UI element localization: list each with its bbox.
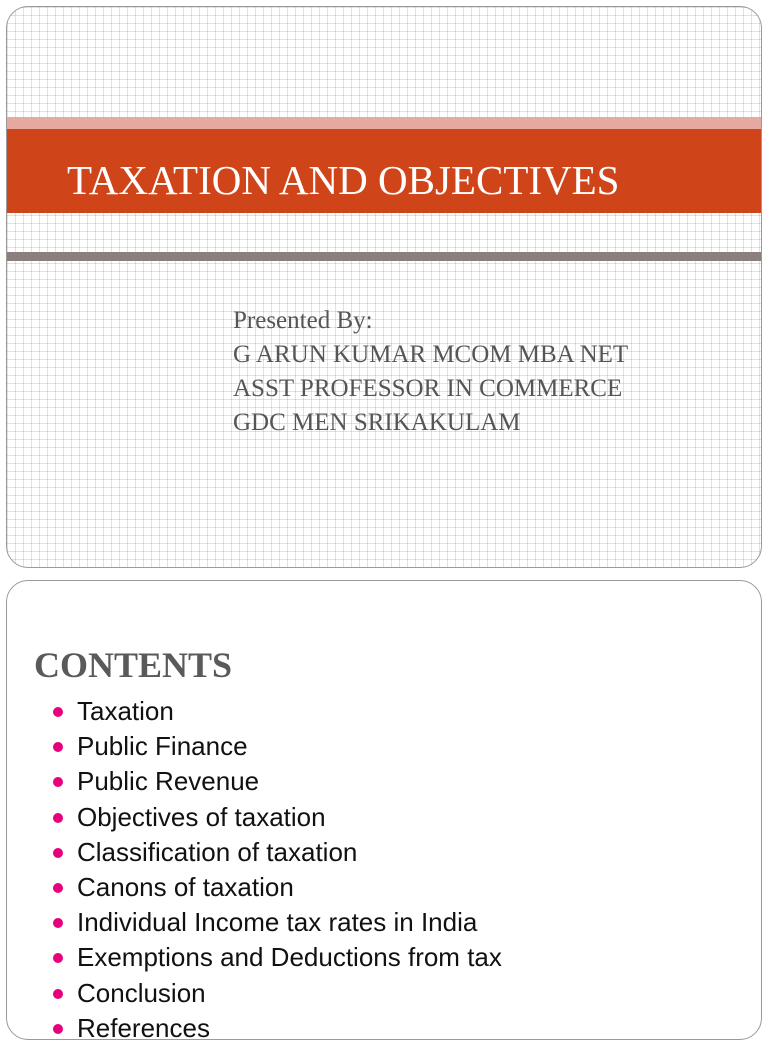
bullet-icon bbox=[53, 953, 63, 963]
list-item bbox=[53, 870, 502, 905]
list-item bbox=[53, 800, 502, 835]
bullet-icon bbox=[53, 813, 63, 823]
title-accent-strip bbox=[7, 117, 761, 129]
list-item-label: Exemptions and Deductions from tax bbox=[77, 942, 502, 973]
presenter-info bbox=[233, 304, 628, 440]
bullet-icon bbox=[53, 742, 63, 752]
list-item-label: References bbox=[77, 1012, 210, 1043]
contents-heading: CONTENTS bbox=[34, 645, 233, 685]
presenter-line: ASST PROFESSOR IN COMMERCE bbox=[233, 375, 623, 402]
divider-bar bbox=[7, 252, 761, 261]
list-item bbox=[53, 835, 502, 870]
list-item bbox=[53, 694, 502, 729]
list-item bbox=[53, 764, 502, 799]
bullet-icon bbox=[53, 777, 63, 787]
list-item bbox=[53, 729, 502, 764]
list-item-label: Conclusion bbox=[77, 977, 206, 1008]
bullet-icon bbox=[53, 1024, 63, 1034]
presenter-line: Presented By: bbox=[233, 307, 373, 334]
presenter-line: G ARUN KUMAR MCOM MBA NET bbox=[233, 341, 629, 368]
list-item-label: Classification of taxation bbox=[77, 836, 358, 867]
list-item-label: Objectives of taxation bbox=[77, 801, 326, 832]
list-item bbox=[53, 905, 502, 940]
presenter-line: GDC MEN SRIKAKULAM bbox=[233, 409, 521, 436]
list-item-label: Individual Income tax rates in India bbox=[77, 907, 478, 938]
list-item bbox=[53, 1011, 502, 1046]
list-item-label: Taxation bbox=[77, 696, 174, 726]
title-slide bbox=[6, 6, 762, 568]
list-item-label: Public Finance bbox=[77, 731, 248, 762]
bullet-icon bbox=[53, 848, 63, 858]
list-item-label: Canons of taxation bbox=[77, 871, 294, 902]
list-item bbox=[53, 976, 502, 1011]
bullet-icon bbox=[53, 989, 63, 999]
bullet-icon bbox=[53, 918, 63, 928]
slide-title: TAXATION AND OBJECTIVES bbox=[67, 157, 620, 203]
contents-slide bbox=[6, 580, 762, 1043]
contents-list bbox=[53, 694, 502, 1046]
bullet-icon bbox=[53, 883, 63, 893]
bullet-icon bbox=[53, 707, 63, 717]
list-item-label: Public Revenue bbox=[77, 766, 260, 797]
list-item bbox=[53, 940, 502, 975]
